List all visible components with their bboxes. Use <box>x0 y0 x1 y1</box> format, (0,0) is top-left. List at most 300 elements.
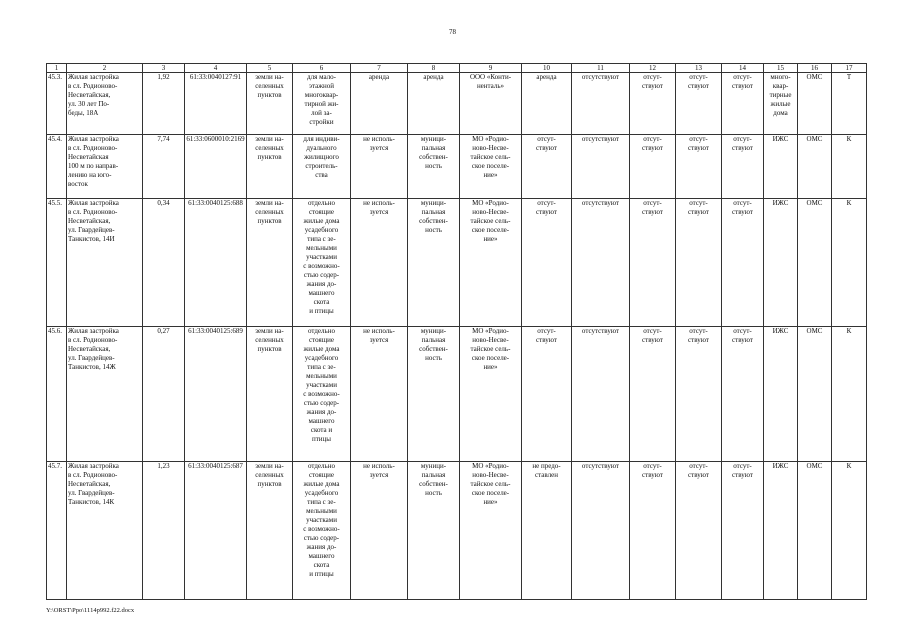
cell-line: земли на- <box>255 73 284 81</box>
column-number-6: 6 <box>293 64 351 73</box>
table-cell-col-17 <box>832 199 867 327</box>
cell-line: жилые <box>770 100 791 108</box>
column-number-14: 14 <box>722 64 764 73</box>
table-cell-col-2 <box>67 135 143 199</box>
cell-line: земли на- <box>255 327 284 335</box>
table-cell-col-12 <box>630 135 676 199</box>
cell-line: ность <box>425 226 442 234</box>
cell-line: ствуют <box>642 208 663 216</box>
cell-line: не исполь- <box>363 327 395 335</box>
table-cell-col-14 <box>722 199 764 327</box>
cell-line: селенных <box>255 208 284 216</box>
cell-line: жилищного <box>304 153 339 161</box>
table-cell-col-11 <box>572 73 630 135</box>
cell-line: ствуют <box>688 82 709 90</box>
cell-line: стоящие <box>309 208 334 216</box>
cell-line: Танкистов, 14Ж <box>68 363 116 371</box>
cell-line: в сл. Родионово- <box>68 82 118 90</box>
cell-line: многоквар- <box>304 91 339 99</box>
table-cell-col-16 <box>798 135 832 199</box>
cell-line: пунктов <box>257 480 282 488</box>
cell-line: 45.3. <box>48 73 62 81</box>
cell-line: земли на- <box>255 199 284 207</box>
table-cell-col-1 <box>47 135 67 199</box>
cell-line: дуального <box>306 144 337 152</box>
table-cell-col-15 <box>764 327 798 462</box>
cell-line: отсутствуют <box>581 199 620 207</box>
cell-line: отсут- <box>537 135 556 143</box>
cell-line: муници- <box>420 199 447 207</box>
table-cell-col-11 <box>572 135 630 199</box>
cell-line: отсут- <box>643 199 662 207</box>
cell-line: 100 м по направ- <box>68 162 119 170</box>
table-cell-col-1 <box>47 199 67 327</box>
cell-line: ствуют <box>536 336 557 344</box>
column-number-5: 5 <box>247 64 293 73</box>
column-number-13: 13 <box>676 64 722 73</box>
cell-line: ствуют <box>688 144 709 152</box>
table-cell-col-6 <box>293 462 351 600</box>
table-cell-col-7 <box>351 135 408 199</box>
cell-line: Жилая застройка <box>68 135 119 143</box>
cell-line: отсут- <box>733 135 752 143</box>
table-cell-col-1 <box>47 73 67 135</box>
cell-line: Жилая застройка <box>68 462 119 470</box>
column-number-11: 11 <box>572 64 630 73</box>
table-cell-col-15 <box>764 462 798 600</box>
column-number-12: 12 <box>630 64 676 73</box>
cell-line: ИЖС <box>772 462 789 470</box>
table-cell-col-5 <box>247 327 293 462</box>
cell-line: жилые дома <box>303 480 340 488</box>
column-number-7: 7 <box>351 64 408 73</box>
cell-line: ства <box>315 171 328 179</box>
table-cell-col-11 <box>572 199 630 327</box>
cell-line: тайское сель- <box>470 480 511 488</box>
cell-line: селенных <box>255 336 284 344</box>
cell-line: ствуют <box>642 336 663 344</box>
cell-line: отсутствуют <box>581 327 620 335</box>
cell-line: ИЖС <box>772 199 789 207</box>
table-cell-col-2 <box>67 327 143 462</box>
cell-line: мельными <box>306 244 337 252</box>
cell-line: ОМС <box>806 462 823 470</box>
cell-line: ствуют <box>642 82 663 90</box>
cell-line: Жилая застройка <box>68 327 119 335</box>
cell-line: 0,27 <box>157 327 170 335</box>
cell-line: строитель- <box>305 162 338 170</box>
cell-line: пунктов <box>257 91 282 99</box>
table-cell-col-14 <box>722 462 764 600</box>
cell-line: ненталь» <box>476 82 505 90</box>
table-cell-col-6 <box>293 135 351 199</box>
cell-line: земли на- <box>255 462 284 470</box>
cell-line: зуется <box>369 144 389 152</box>
cell-line: ние» <box>483 498 498 506</box>
cell-line: стройки <box>309 118 334 126</box>
cell-line: ИЖС <box>772 327 789 335</box>
cell-line: жания до- <box>306 280 337 288</box>
cell-line: ствуют <box>732 471 753 479</box>
table-row <box>47 199 867 327</box>
cell-line: в сл. Родионово- <box>68 208 118 216</box>
cell-line: отсут- <box>733 73 752 81</box>
cell-line: отсут- <box>689 327 708 335</box>
table-cell-col-9 <box>460 199 522 327</box>
cell-line: собствен- <box>419 345 448 353</box>
cell-line: ул. Гвардейцев- <box>68 489 115 497</box>
cell-line: собствен- <box>419 217 448 225</box>
table-row <box>47 462 867 600</box>
cell-line: усадебного <box>304 226 339 234</box>
cell-line: муници- <box>420 462 447 470</box>
cell-line: К <box>846 135 852 143</box>
table-cell-col-15 <box>764 135 798 199</box>
table-cell-col-3 <box>143 327 185 462</box>
cell-line: МО «Родио- <box>472 135 509 143</box>
cell-line: 61:33:0040125:689 <box>188 327 243 335</box>
cell-line: стоящие <box>309 471 334 479</box>
cell-line: ствуют <box>642 144 663 152</box>
table-cell-col-7 <box>351 327 408 462</box>
table-cell-col-2 <box>67 73 143 135</box>
cell-line: участками <box>306 381 337 389</box>
cell-line: скота и <box>310 426 333 434</box>
cell-line: скота <box>313 561 330 569</box>
table-cell-col-3 <box>143 462 185 600</box>
table-cell-col-4 <box>185 199 247 327</box>
table-cell-col-9 <box>460 327 522 462</box>
table-row <box>47 73 867 135</box>
table-cell-col-13 <box>676 327 722 462</box>
table-cell-col-9 <box>460 73 522 135</box>
cell-line: тайское сель- <box>470 345 511 353</box>
cell-line: тайское сель- <box>470 153 511 161</box>
table-cell-col-17 <box>832 462 867 600</box>
cell-line: ново-Несве- <box>472 144 509 152</box>
column-number-4: 4 <box>185 64 247 73</box>
cell-line: зуется <box>369 336 389 344</box>
cell-line: отдельно <box>308 462 335 470</box>
table-cell-col-16 <box>798 327 832 462</box>
cell-line: машнего <box>308 417 335 425</box>
cell-line: для мало- <box>307 73 336 81</box>
cell-line: муници- <box>420 135 447 143</box>
cell-line: пальная <box>421 208 446 216</box>
cell-line: пунктов <box>257 217 282 225</box>
cell-line: отсут- <box>537 327 556 335</box>
cell-line: Т <box>846 73 852 81</box>
column-number-1: 1 <box>47 64 67 73</box>
cell-line: пальная <box>421 471 446 479</box>
cell-line: ское поселе- <box>471 354 510 362</box>
cell-line: восток <box>68 180 88 188</box>
table-row <box>47 327 867 462</box>
cell-line: ул. 30 лет По- <box>68 100 110 108</box>
cell-line: 61:33:0040125:687 <box>188 462 243 470</box>
cell-line: отсутствуют <box>581 462 620 470</box>
cell-line: отдельно <box>308 327 335 335</box>
cell-line: пунктов <box>257 153 282 161</box>
cell-line: МО «Родио- <box>472 327 509 335</box>
cell-line: ность <box>425 354 442 362</box>
cell-line: зуется <box>369 208 389 216</box>
table-cell-col-10 <box>522 73 572 135</box>
cell-line: ское поселе- <box>471 489 510 497</box>
table-cell-col-3 <box>143 135 185 199</box>
cell-line: усадебного <box>304 489 339 497</box>
cell-line: участками <box>306 516 337 524</box>
table-cell-col-12 <box>630 327 676 462</box>
cell-line: Несветайская, <box>68 217 111 225</box>
table-cell-col-12 <box>630 73 676 135</box>
column-number-16: 16 <box>798 64 832 73</box>
column-number-15: 15 <box>764 64 798 73</box>
cell-line: тирные <box>769 91 792 99</box>
cell-line: Танкистов, 14И <box>68 235 115 243</box>
cell-line: жилые дома <box>303 345 340 353</box>
column-number-9: 9 <box>460 64 522 73</box>
cell-line: отсут- <box>689 199 708 207</box>
cell-line: 1,92 <box>157 73 170 81</box>
table-cell-col-5 <box>247 135 293 199</box>
cell-line: отсут- <box>689 135 708 143</box>
table-cell-col-8 <box>408 199 460 327</box>
cell-line: отсут- <box>733 462 752 470</box>
cell-line: пунктов <box>257 345 282 353</box>
table-cell-col-6 <box>293 73 351 135</box>
cell-line: жания до- <box>306 543 337 551</box>
cell-line: Несветайская, <box>68 91 111 99</box>
cell-line: ние» <box>483 363 498 371</box>
cell-line: и птицы <box>309 570 334 578</box>
cell-line: стью содер- <box>303 271 340 279</box>
cell-line: ность <box>425 489 442 497</box>
cell-line: жилые дома <box>303 217 340 225</box>
table-cell-col-4 <box>185 73 247 135</box>
cell-line: отсутствуют <box>581 73 620 81</box>
land-plots-table <box>46 63 867 600</box>
cell-line: в сл. Родионово- <box>68 336 118 344</box>
cell-line: квар- <box>772 82 789 90</box>
cell-line: 45.7. <box>48 462 62 470</box>
cell-line: ОМС <box>806 199 823 207</box>
cell-line: с возможно- <box>303 525 340 533</box>
cell-line: пальная <box>421 144 446 152</box>
column-number-8: 8 <box>408 64 460 73</box>
cell-line: селенных <box>255 144 284 152</box>
cell-line: отсутствуют <box>581 135 620 143</box>
cell-line: ООО «Конти- <box>469 73 512 81</box>
cell-line: не исполь- <box>363 135 395 143</box>
cell-line: машнего <box>308 289 335 297</box>
table-cell-col-5 <box>247 73 293 135</box>
cell-line: тирной жи- <box>304 100 339 108</box>
cell-line: ствуют <box>536 144 557 152</box>
cell-line: ность <box>425 162 442 170</box>
cell-line: отсут- <box>689 73 708 81</box>
table-cell-col-11 <box>572 327 630 462</box>
cell-line: и птицы <box>309 307 334 315</box>
table-cell-col-17 <box>832 73 867 135</box>
cell-line: отсут- <box>643 73 662 81</box>
cell-line: ние» <box>483 171 498 179</box>
cell-line: пальная <box>421 336 446 344</box>
table-cell-col-2 <box>67 199 143 327</box>
table-cell-col-7 <box>351 462 408 600</box>
cell-line: мельными <box>306 507 337 515</box>
cell-line: ОМС <box>806 135 823 143</box>
cell-line: для индиви- <box>303 135 340 143</box>
cell-line: стью содер- <box>303 399 340 407</box>
table-cell-col-10 <box>522 199 572 327</box>
table-cell-col-3 <box>143 73 185 135</box>
cell-line: ствуют <box>732 144 753 152</box>
table-cell-col-13 <box>676 135 722 199</box>
table-cell-col-13 <box>676 73 722 135</box>
cell-line: Жилая застройка <box>68 199 119 207</box>
table-cell-col-16 <box>798 462 832 600</box>
table-cell-col-4 <box>185 327 247 462</box>
column-number-row <box>47 64 867 73</box>
table-cell-col-6 <box>293 199 351 327</box>
column-number-2: 2 <box>67 64 143 73</box>
cell-line: ИЖС <box>772 135 789 143</box>
cell-line: аренда <box>423 73 444 81</box>
cell-line: собствен- <box>419 480 448 488</box>
table-cell-col-8 <box>408 73 460 135</box>
cell-line: мельными <box>306 372 337 380</box>
table-cell-col-14 <box>722 135 764 199</box>
cell-line: ул. Гвардейцев- <box>68 226 115 234</box>
cell-line: машнего <box>308 552 335 560</box>
cell-line: 0,34 <box>157 199 170 207</box>
table-cell-col-3 <box>143 199 185 327</box>
cell-line: птицы <box>311 435 331 443</box>
cell-line: не исполь- <box>363 462 395 470</box>
table-cell-col-8 <box>408 135 460 199</box>
cell-line: ствуют <box>688 336 709 344</box>
column-number-3: 3 <box>143 64 185 73</box>
table-cell-col-1 <box>47 327 67 462</box>
table-cell-col-12 <box>630 199 676 327</box>
table-cell-col-2 <box>67 462 143 600</box>
cell-line: ствуют <box>732 208 753 216</box>
table-cell-col-12 <box>630 462 676 600</box>
cell-line: в сл. Родионово- <box>68 471 118 479</box>
cell-line: отдельно <box>308 199 335 207</box>
cell-line: 61:33:0600010:2169 <box>186 135 245 143</box>
cell-line: К <box>846 327 852 335</box>
cell-line: типа с зе- <box>307 498 336 506</box>
cell-line: МО «Родио- <box>472 462 509 470</box>
table-cell-col-4 <box>185 462 247 600</box>
table-cell-col-15 <box>764 199 798 327</box>
table-cell-col-17 <box>832 135 867 199</box>
cell-line: отсут- <box>537 199 556 207</box>
table-cell-col-10 <box>522 135 572 199</box>
cell-line: 1,23 <box>157 462 170 470</box>
cell-line: лой за- <box>311 109 332 117</box>
cell-line: с возможно- <box>303 262 340 270</box>
cell-line: аренда <box>536 73 557 81</box>
table-cell-col-15 <box>764 73 798 135</box>
cell-line: земли на- <box>255 135 284 143</box>
column-number-17: 17 <box>832 64 867 73</box>
cell-line: МО «Родио- <box>472 199 509 207</box>
cell-line: 45.6. <box>48 327 62 335</box>
cell-line: ствуют <box>688 208 709 216</box>
cell-line: с возможно- <box>303 390 340 398</box>
cell-line: 61:33:0040127:91 <box>189 73 242 81</box>
cell-line: в сл. Родионово- <box>68 144 118 152</box>
cell-line: Несветайская <box>68 153 109 161</box>
cell-line: селенных <box>255 82 284 90</box>
cell-line: отсут- <box>643 462 662 470</box>
cell-line: ствуют <box>536 208 557 216</box>
cell-line: типа с зе- <box>307 235 336 243</box>
column-number-10: 10 <box>522 64 572 73</box>
table-cell-col-5 <box>247 199 293 327</box>
cell-line: усадебного <box>304 354 339 362</box>
table-cell-col-8 <box>408 327 460 462</box>
cell-line: ское поселе- <box>471 226 510 234</box>
table-cell-col-17 <box>832 327 867 462</box>
cell-line: Несветайская, <box>68 345 111 353</box>
cell-line: 7,74 <box>157 135 170 143</box>
cell-line: стоящие <box>309 336 334 344</box>
cell-line: ново-Несве- <box>472 471 509 479</box>
cell-line: не исполь- <box>363 199 395 207</box>
table-row <box>47 135 867 199</box>
cell-line: Танкистов, 14К <box>68 498 115 506</box>
cell-line: этажной <box>308 82 335 90</box>
table-cell-col-7 <box>351 73 408 135</box>
cell-line: скота <box>313 298 330 306</box>
cell-line: отсут- <box>689 462 708 470</box>
cell-line: беды, 18А <box>68 109 99 117</box>
table-cell-col-7 <box>351 199 408 327</box>
table-cell-col-13 <box>676 462 722 600</box>
table-cell-col-11 <box>572 462 630 600</box>
cell-line: стью содер- <box>303 534 340 542</box>
cell-line: ОМС <box>806 73 823 81</box>
table-cell-col-8 <box>408 462 460 600</box>
cell-line: ново-Несве- <box>472 336 509 344</box>
cell-line: муници- <box>420 327 447 335</box>
cell-line: К <box>846 462 852 470</box>
cell-line: ствуют <box>732 82 753 90</box>
cell-line: Жилая застройка <box>68 73 119 81</box>
cell-line: отсут- <box>643 327 662 335</box>
table-cell-col-13 <box>676 199 722 327</box>
cell-line: ставлен <box>535 471 558 479</box>
cell-line: ул. Гвардейцев- <box>68 354 115 362</box>
table-cell-col-5 <box>247 462 293 600</box>
cell-line: не предо- <box>532 462 561 470</box>
cell-line: ское поселе- <box>471 162 510 170</box>
cell-line: селенных <box>255 471 284 479</box>
cell-line: зуется <box>369 471 389 479</box>
cell-line: типа с зе- <box>307 363 336 371</box>
table-cell-col-1 <box>47 462 67 600</box>
cell-line: ново-Несве- <box>472 208 509 216</box>
cell-line: ствуют <box>688 471 709 479</box>
cell-line: К <box>846 199 852 207</box>
cell-line: отсут- <box>643 135 662 143</box>
cell-line: ние» <box>483 235 498 243</box>
cell-line: Несветайская, <box>68 480 111 488</box>
